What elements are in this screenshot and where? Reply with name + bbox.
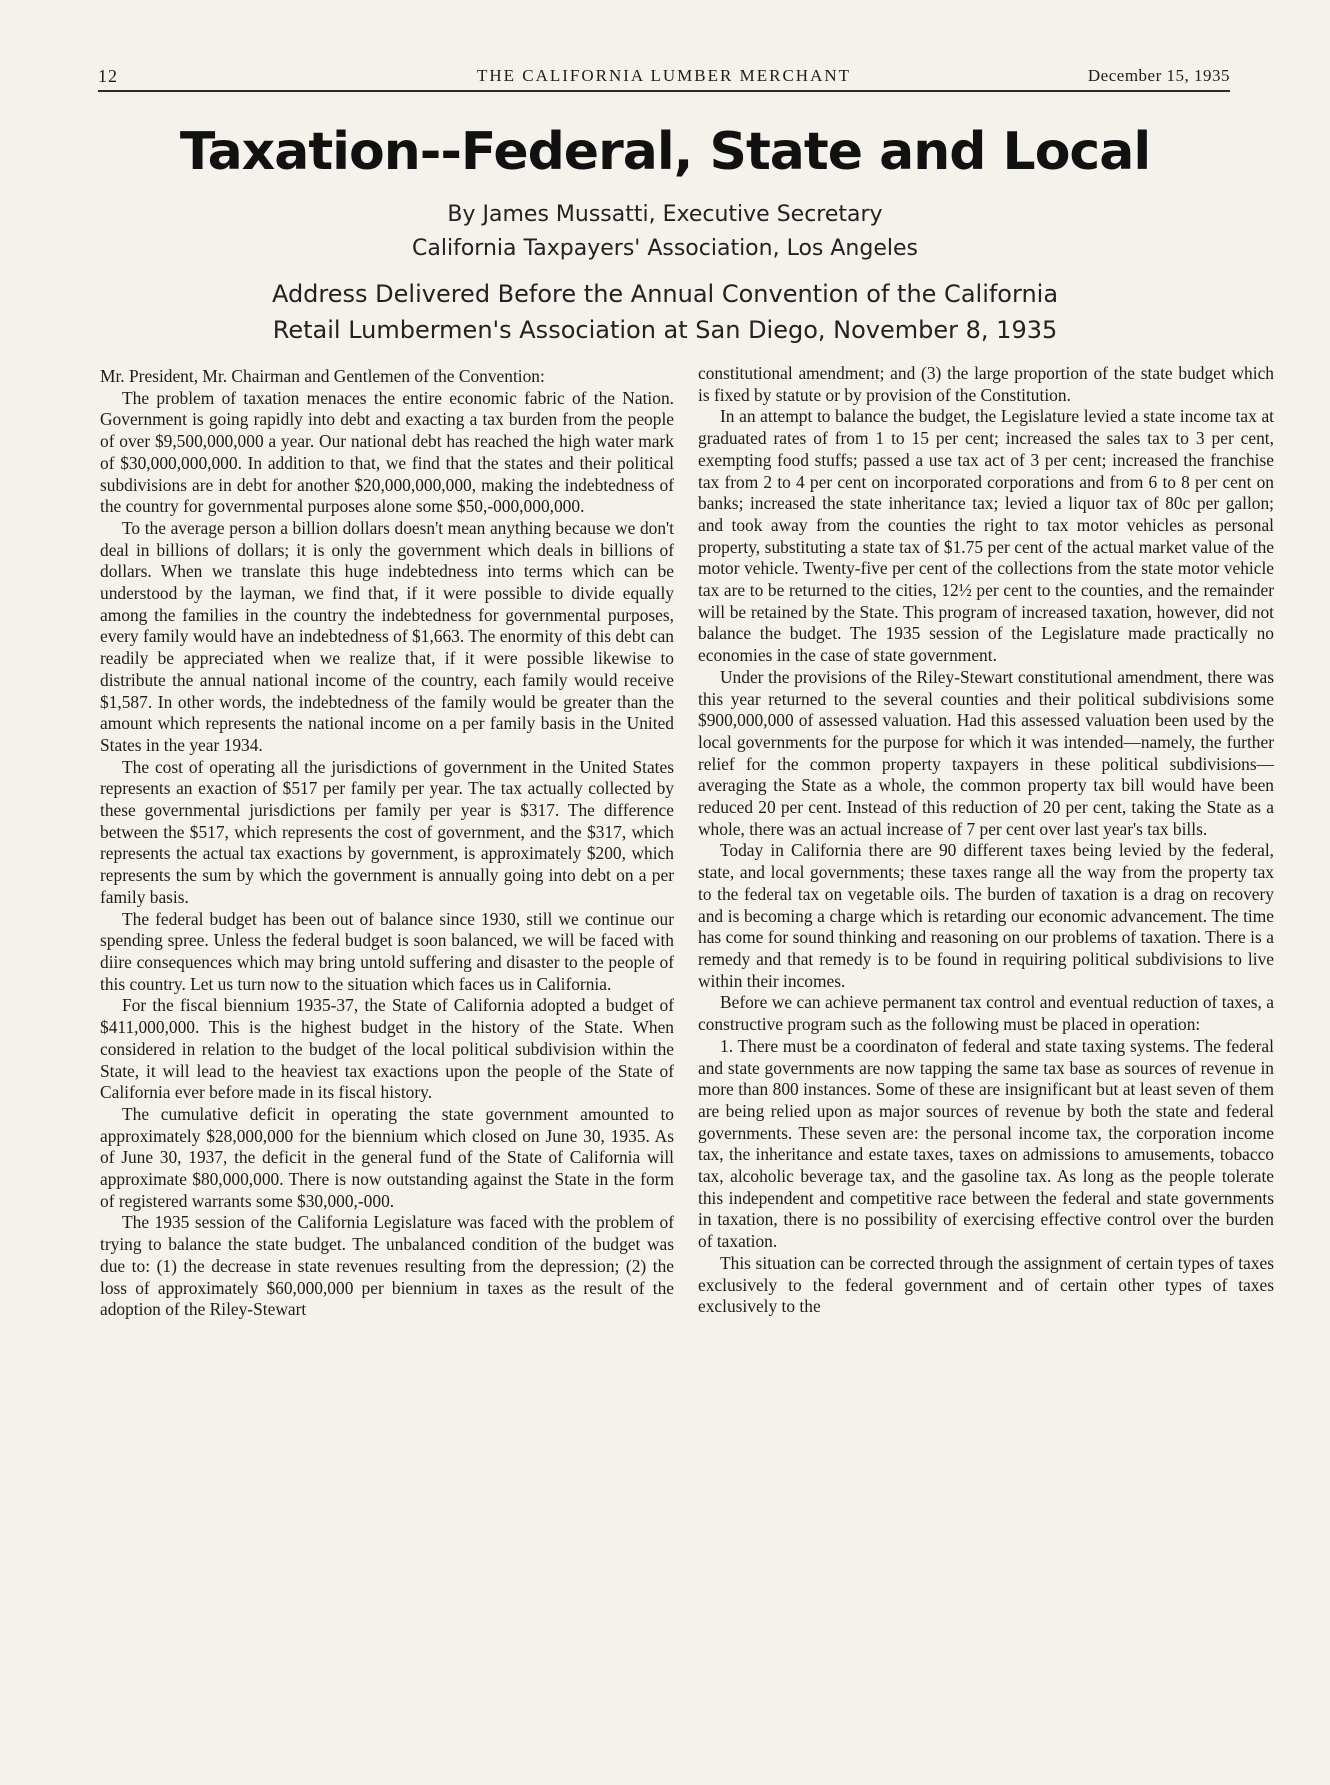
- paragraph: Under the provisions of the Riley-Stewart constitutional amendment, there was this year returned to the several counties and their political subdivisions some $900,000,000 of assessed valuation. Had this assessed valuation been used by the local governments for the purpose for which it was intended—namely, the further relief for the common property taxpayers in these political subdivisions—averaging the State as a whole, the common property tax bill would have been reduced 20 per cent. Instead of this reduction of 20 per cent, taking the State as a whole, there was an actual increase of 7 per cent over last year's tax bills.: [698, 666, 1274, 839]
- paragraph: This situation can be corrected through the assignment of certain types of taxes exclusively to the federal government and of certain other types of taxes exclusively to the: [698, 1252, 1274, 1317]
- page-number: 12: [98, 66, 118, 86]
- paragraph: To the average person a billion dollars doesn't mean anything because we don't deal in billions of dollars; it is only the government which deals in billions of dollars. When we translate this huge indebtedness into terms which can be understood by the layman, we find that, if it were possible to divide equally among the families in the country the indebtedness for governmental purposes, every family would have an indebtedness of $1,663. The enormity of this debt can readily be appreciated when we realize that, if it were possible likewise to distribute the annual national income of the country, each family would receive $1,587. In other words, the indebtedness of the family would be greater than the amount which represents the national income on a per family basis in the United States in the year 1934.: [100, 517, 674, 755]
- left-column: [100, 366, 674, 1321]
- issue-date: December 15, 1935: [1087, 66, 1230, 85]
- paragraph: Mr. President, Mr. Chairman and Gentlemen of the Convention:: [100, 366, 545, 386]
- right-column: [698, 363, 1274, 1318]
- paragraph: Today in California there are 90 different taxes being levied by the federal, state, and local governments; these taxes range all the way from the property tax to the federal tax on vegetable oils. The burden of taxation is a drag on recovery and is becoming a charge which is retarding our economic advancement. The time has come for sound thinking and reasoning on our problems of taxation. There is a remedy and that remedy is to be found in requiring political subdivisions to live within their incomes.: [698, 840, 1274, 991]
- paragraph: The problem of taxation menaces the entire economic fabric of the Nation. Government is going rapidly into debt and exacting a tax burden from the people of over $9,500,000,000 a year. Our national debt has reached the high water mark of $30,000,000,000. In addition to that, we find that the states and their political subdivisions are in debt for another $20,000,000,000, making the indebtedness of the country for governmental purposes alone some $50,-000,000,000.: [100, 387, 674, 517]
- paragraph: Before we can achieve permanent tax control and eventual reduction of taxes, a constructive program such as the following must be placed in operation:: [698, 992, 1274, 1035]
- paragraph: The 1935 session of the California Legislature was faced with the problem of trying to balance the state budget. The unbalanced condition of the budget was due to: (1) the decrease in state revenues resulting from the depression; (2) the loss of approximately $60,000,000 per biennium in taxes as the result of the adoption of the Riley-Stewart: [100, 1212, 674, 1320]
- article-subtitle-line-1: Address Delivered Before the Annual Convention of the California: [271, 280, 1059, 308]
- paragraph: The federal budget has been out of balance since 1930, still we continue our spending spree. Unless the federal budget is soon balanced, we will be faced with diire consequences which may bring untold suffering and disaster to the people of this country. Let us turn now to the situation which faces us in California.: [100, 908, 674, 994]
- paragraph: The cumulative deficit in operating the state government amounted to approximately $28,000,000 for the biennium which closed on June 30, 1935. As of June 30, 1937, the deficit in the general fund of the State of California will approximate $80,000,000. There is now outstanding against the State in the form of registered warrants some $30,000,-000.: [100, 1103, 674, 1211]
- running-head: [98, 64, 1230, 92]
- paragraph: The cost of operating all the jurisdictions of government in the United States represents an exaction of $517 per family per year. The tax actually collected by these governmental jurisdictions per family per year is $317. The difference between the $517, which represents the cost of government, and the $317, which represents the actual tax exactions by government, is approximately $200, which represents the sum by which the government is annually going into debt on a per family basis.: [100, 756, 674, 907]
- paragraph: 1. There must be a coordinaton of federal and state taxing systems. The federal and state governments are now tapping the same tax base as sources of revenue in more than 800 instances. Some of these are insignificant but at least seven of them are being relied upon as major sources of revenue by both the state and federal governments. These seven are: the personal income tax, the corporation income tax, the inheritance and estate taxes, taxes on admissions to amusements, tobacco tax, alcoholic beverage tax, and the gasoline tax. As long as the people tolerate this independent and competitive race between the federal and state governments in taxation, there is no possibility of exercising effective control over the burden of taxation.: [698, 1035, 1274, 1252]
- article-title: Taxation--Federal, State and Local: [179, 122, 1151, 182]
- paragraph: constitutional amendment; and (3) the large proportion of the state budget which is fixed by statute or by provision of the Constitution.: [698, 363, 1274, 405]
- article-subtitle-line-2: Retail Lumbermen's Association at San Diego, November 8, 1935: [272, 316, 1058, 344]
- byline-affiliation: California Taxpayers' Association, Los Angeles: [412, 236, 918, 261]
- paragraph: For the fiscal biennium 1935-37, the State of California adopted a budget of $411,000,000. This is the highest budget in the history of the State. When considered in relation to the budget of the local political subdivision within the State, it will lead to the heaviest tax exactions upon the people of the State of California ever before made in its fiscal history.: [100, 995, 674, 1103]
- byline-author: By James Mussatti, Executive Secretary: [447, 202, 883, 227]
- publication-title: THE CALIFORNIA LUMBER MERCHANT: [476, 66, 852, 85]
- paragraph: In an attempt to balance the budget, the Legislature levied a state income tax at graduated rates of from 1 to 15 per cent; increased the sales tax to 3 per cent, exempting food stuffs; passed a use tax act of 3 per cent; increased the franchise tax from 2 to 4 per cent on incorporated corporations and from 6 to 8 per cent on banks; increased the state inheritance tax; levied a liquor tax of 80c per gallon; and took away from the counties the right to tax motor vehicles as personal property, substituting a state tax of $1.75 per cent of the actual market value of the motor vehicle. Twenty-five per cent of the collections from the state motor vehicle tax are to be returned to the cities, 12½ per cent to the counties, and the remainder will be retained by the State. This program of increased taxation, however, did not balance the budget. The 1935 session of the Legislature made practically no economies in the case of state government.: [698, 406, 1274, 666]
